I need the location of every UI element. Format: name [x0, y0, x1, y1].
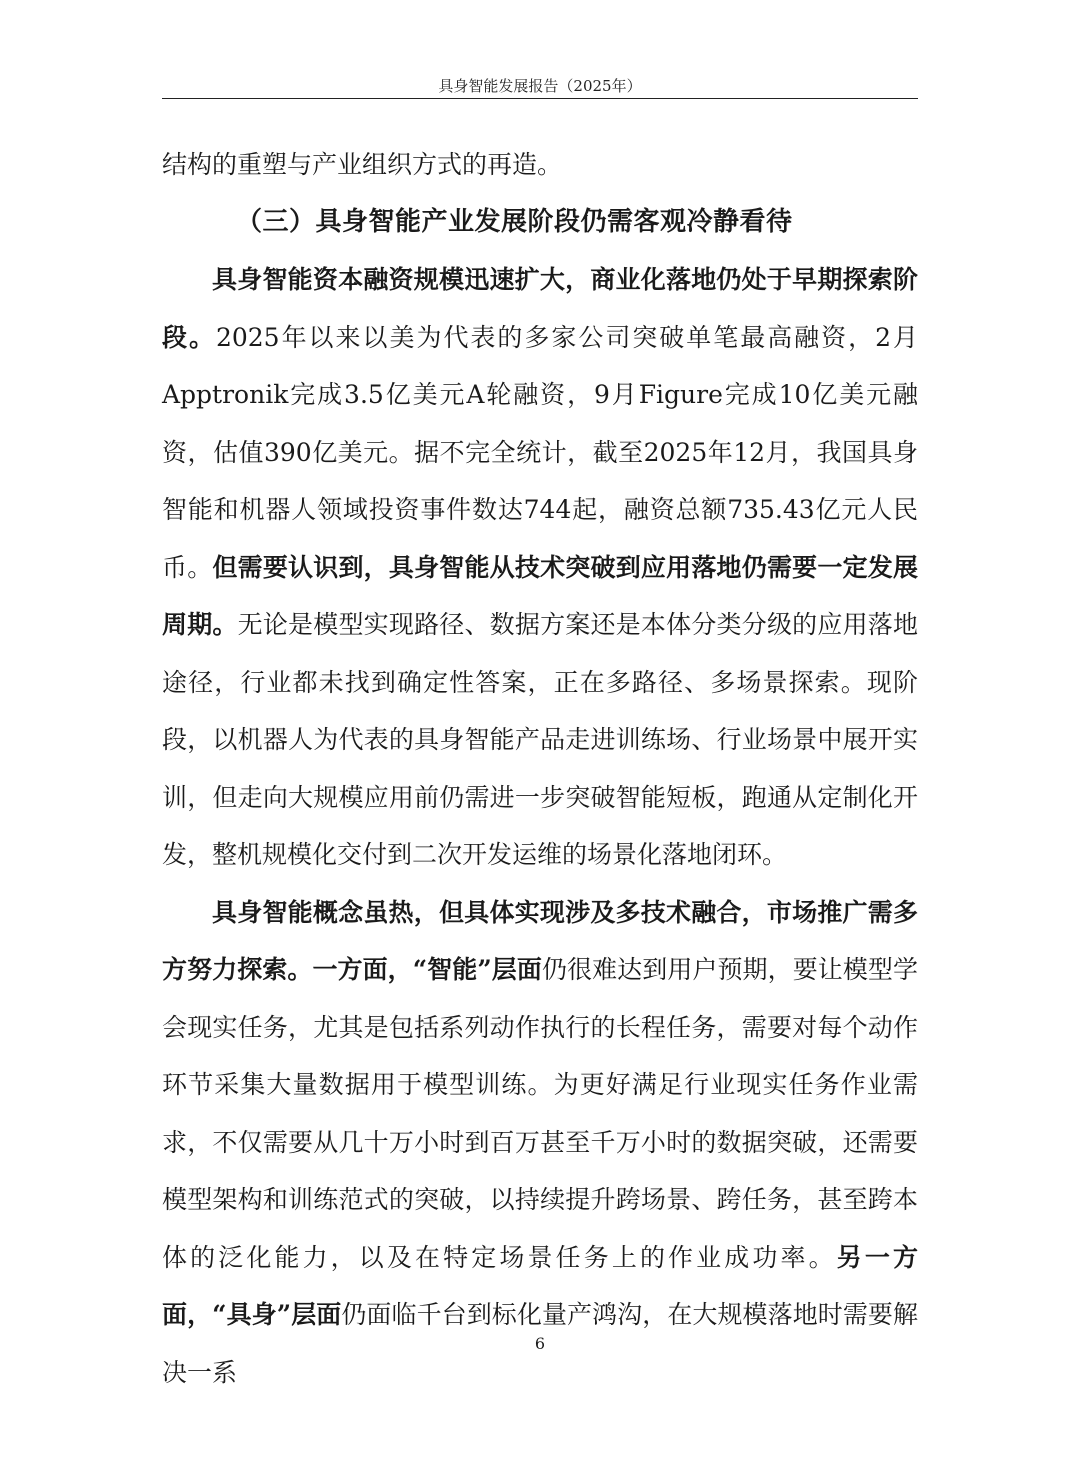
emphasis-phrase-embodiment: 另一方面，“具身”层面: [162, 1242, 918, 1329]
paragraph-lead-sentence: 具身智能概念虽热，但具体实现涉及多技术融合，市场推广需多方努力探索。: [162, 897, 918, 984]
paragraph-body: 2025年以来以美为代表的多家公司突破单笔最高融资，2月Apptronik完成3.5亿美元A轮融资，9月Figure完成10亿美元融资，估值390亿美元。据不完全统计，截至2025年12月，我国具身智能和机器人领域投资事件数达744起，融资总额735.43亿元人民币。: [162, 322, 918, 582]
emphasis-sentence: 但需要认识到，具身智能从技术突破到应用落地仍需要一定发展周期。: [162, 552, 918, 639]
paragraph-lead-sentence: 具身智能资本融资规模迅速扩大，商业化落地仍处于早期探索阶段。: [162, 265, 918, 352]
paragraph-body: 无论是模型实现路径、数据方案还是本体分类分级的应用落地途径，行业都未找到确定性答案，正在多路径、多场景探索。现阶段，以机器人为代表的具身智能产品走进训练场、行业场景中展开实训，但走向大规模应用前仍需进一步突破智能短板，跑通从定制化开发，整机规模化交付到二次开发运维的场景化落地闭环。: [162, 610, 918, 869]
paragraph-body: 仍很难达到用户预期，要让模型学会现实任务，尤其是包括系列动作执行的长程任务，需要对每个动作环节采集大量数据用于模型训练。为更好满足行业现实任务作业需求，不仅需要从几十万小时到百万甚至千万小时的数据突破，还需要模型架构和训练范式的突破，以持续提升跨场景、跨任务，甚至跨本体的泛化能力，以及在特定场景任务上的作业成功率。: [162, 955, 918, 1272]
page-number: 6: [534, 1334, 546, 1353]
paragraph-body: 仍面临千台到标化量产鸿沟，在大规模落地时需要解决一系: [162, 1300, 918, 1387]
page-body: [162, 136, 918, 1387]
paragraph-capital-financing: [162, 251, 918, 884]
continuation-text: 结构的重塑与产业组织方式的再造。: [162, 150, 563, 179]
section-heading: （三）具身智能产业发展阶段仍需客观冷静看待: [236, 206, 793, 237]
paragraph-market-promotion: [162, 884, 918, 1402]
running-header: 具身智能发展报告（2025年）: [438, 77, 642, 95]
header-rule: [162, 98, 918, 99]
emphasis-phrase-intelligence: 一方面，“智能”层面: [312, 955, 542, 984]
